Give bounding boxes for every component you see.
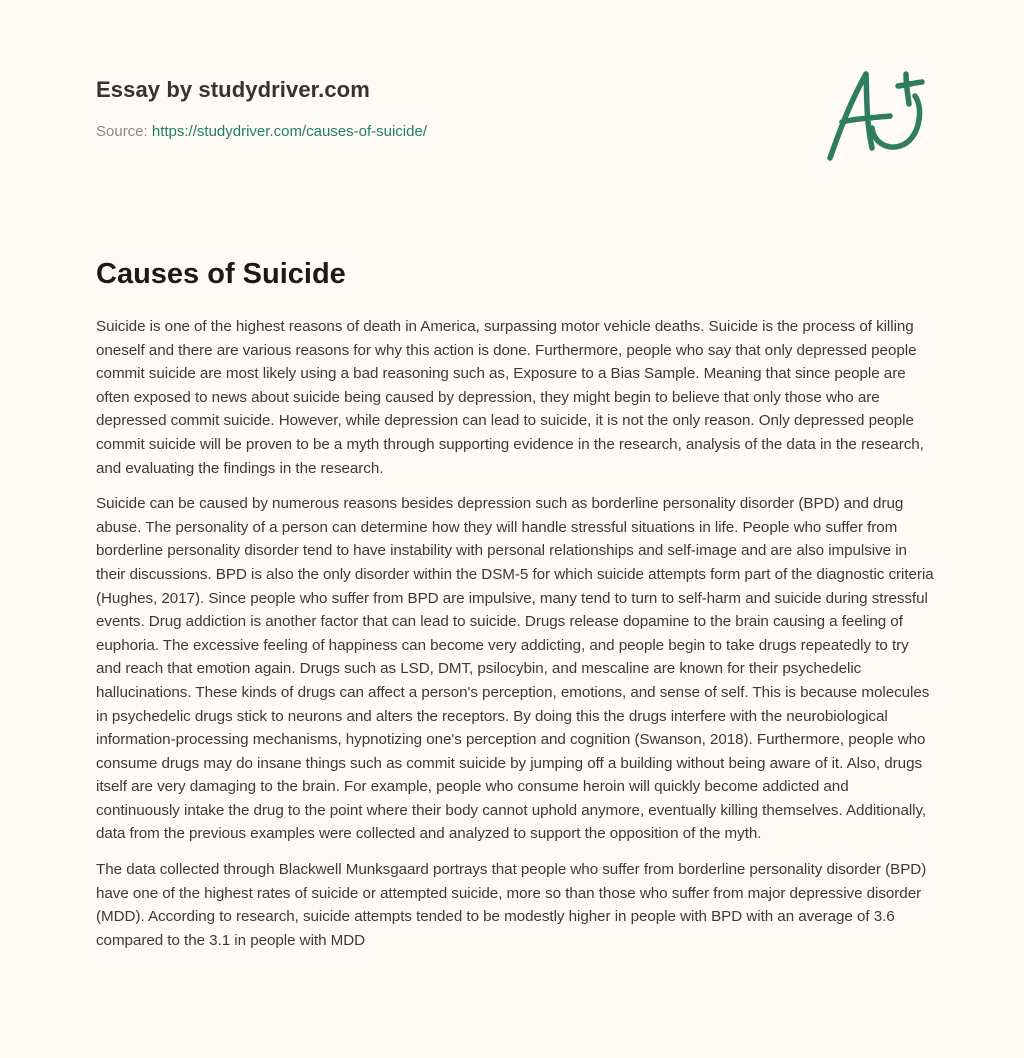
essay-paragraph: Suicide is one of the highest reasons of death in America, surpassing motor vehicle deaths. Suicide is the process of killing oneself and there are various reasons for why this action is done. Furthermore, people who say that only depressed people commit suicide are most likely using a bad reasoning such as, Exposure to a Bias Sample. Meaning that since people are often exposed to news about suicide being caused by depression, they might begin to believe that only those who are depressed commit suicide. However, while depression can lead to suicide, it is not the only reason. Only depressed people commit suicide will be proven to be a myth through supporting evidence in the research, analysis of the data in the research, and evaluating the findings in the research. xyxy=(96,318,924,477)
essay-body xyxy=(96,315,936,964)
page-header xyxy=(96,74,796,142)
brand-title: Essay by studydriver.com xyxy=(96,77,370,102)
essay-title: Causes of Suicide xyxy=(96,258,346,290)
source-line xyxy=(96,122,796,142)
source-link[interactable]: https://studydriver.com/causes-of-suicide/ xyxy=(151,123,427,140)
essay-paragraph: The data collected through Blackwell Munksgaard portrays that people who suffer from borderline personality disorder (BPD) have one of the highest rates of suicide or attempted suicide, more so than those who suffer from major depressive disorder (MDD). According to research, suicide attempts tended to be modestly higher in people with BPD with an average of 3.6 compared to the 3.1 in people with MDD xyxy=(96,861,927,949)
a-plus-grade-icon xyxy=(822,66,928,166)
source-label: Source: xyxy=(96,123,148,140)
essay-paragraph: Suicide can be caused by numerous reasons besides depression such as borderline personality disorder (BPD) and drug abuse. The personality of a person can determine how they will handle stressful situations in life. People who suffer from borderline personality disorder tend to have instability with personal relationships and self-image and are also impulsive in their discussions. BPD is also the only disorder within the DSM-5 for which suicide attempts form part of the diagnostic criteria (Hughes, 2017). Since people who suffer from BPD are impulsive, many tend to turn to self-harm and suicide during stressful events. Drug addiction is another factor that can lead to suicide. Drugs release dopamine to the brain causing a feeling of euphoria. The excessive feeling of happiness can become very addicting, and people begin to take drugs repeatedly to try and reach that emotion again. Drugs such as LSD, DMT, psilocybin, and mescaline are known for their psychedelic hallucinations. These kinds of drugs can affect a person's perception, emotions, and sense of self. This is because molecules in psychedelic drugs stick to neurons and alters the receptors. By doing this the drugs interfere with the neurobiological information-processing mechanisms, hypnotizing one's perception and cognition (Swanson, 2018). Furthermore, people who consume drugs may do insane things such as commit suicide by jumping off a building without being aware of it. Also, drugs itself are very damaging to the brain. For example, people who consume heroin will quickly become addicted and continuously intake the drug to the point where their body cannot uphold anymore, eventually killing themselves. Additionally, data from the previous examples were collected and analyzed to support the opposition of the myth. xyxy=(96,495,934,843)
